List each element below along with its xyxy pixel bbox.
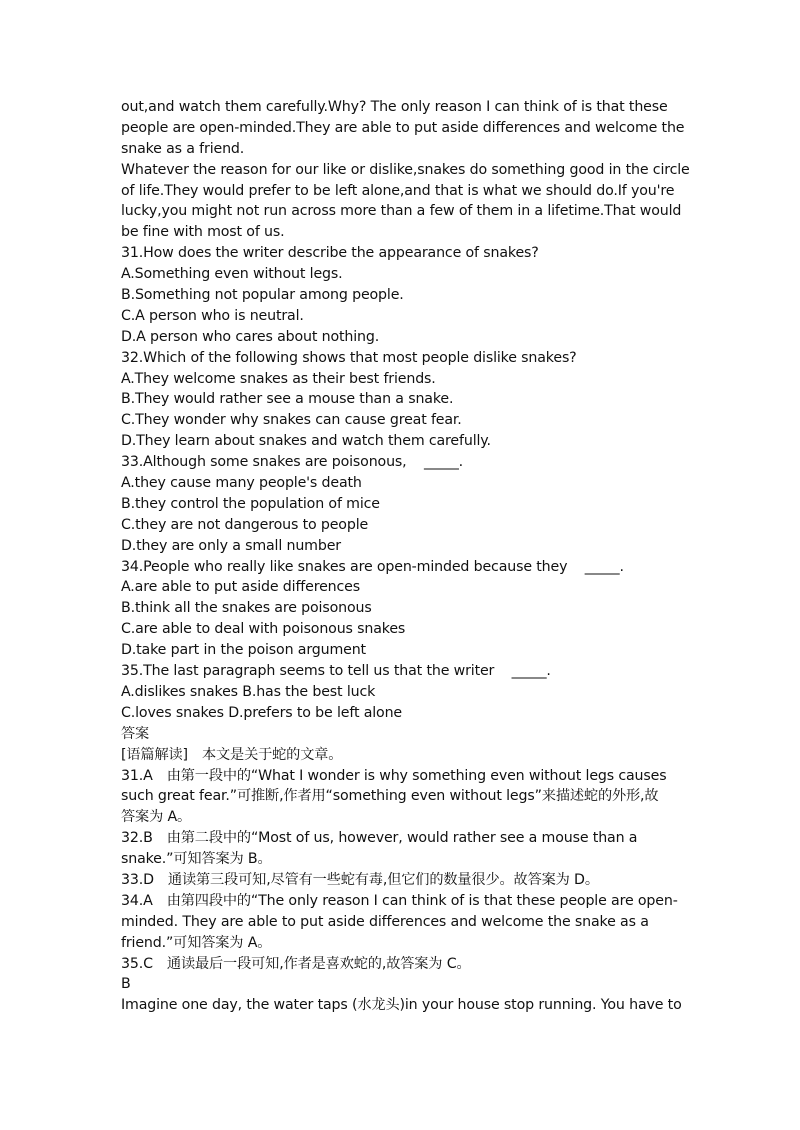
text-line: 32.B 由第二段中的“Most of us, however, would rather see a mouse than a [121, 830, 638, 847]
text-line: C.A person who is neutral. [121, 307, 304, 324]
text-line: 33.Although some snakes are poisonous, _____. [121, 454, 464, 471]
text-line: 答案为 A。 [121, 809, 192, 826]
text-line: A.dislikes snakes B.has the best luck [121, 683, 376, 700]
text-line: 34.People who really like snakes are open-minded because they _____. [121, 558, 624, 575]
text-line: B.think all the snakes are poisonous [121, 600, 372, 617]
text-line: C.loves snakes D.prefers to be left alone [121, 704, 403, 721]
text-line: snake.”可知答案为 B。 [121, 851, 272, 868]
text-line: D.take part in the poison argument [121, 642, 366, 659]
text-line: A.are able to put aside differences [121, 579, 360, 596]
text-line: B.They would rather see a mouse than a snake. [121, 391, 454, 408]
text-line: lucky,you might not run across more than a few of them in a lifetime.That would [121, 203, 682, 220]
text-line: minded. They are able to put aside differences and welcome the snake as a [121, 913, 649, 930]
text-line: 31.How does the writer describe the appearance of snakes? [121, 245, 539, 262]
text-line: D.they are only a small number [121, 537, 341, 554]
text-line: C.they are not dangerous to people [121, 516, 369, 533]
text-line: A.they cause many people's death [121, 475, 362, 492]
text-line: [语篇解读] 本文是关于蛇的文章。 [121, 746, 343, 763]
text-line: B.Something not popular among people. [121, 287, 404, 304]
text-line: D.A person who cares about nothing. [121, 328, 380, 345]
text-line: B.they control the population of mice [121, 495, 380, 512]
text-line: of life.They would prefer to be left alone,and that is what we should do.If you're [121, 182, 675, 199]
text-line: C.They wonder why snakes can cause great fear. [121, 412, 462, 429]
text-line: friend.”可知答案为 A。 [121, 934, 272, 951]
text-line: A.They welcome snakes as their best friends. [121, 370, 436, 387]
text-line: snake as a friend. [121, 140, 245, 157]
text-line: such great fear.”可推断,作者用“something even without legs”来描述蛇的外形,故 [121, 788, 659, 805]
text-line: A.Something even without legs. [121, 266, 343, 283]
text-line: 32.Which of the following shows that most people dislike snakes? [121, 349, 577, 366]
text-line: 34.A 由第四段中的“The only reason I can think of is that these people are open- [121, 892, 678, 909]
text-line: Imagine one day, the water taps (水龙头)in your house stop running. You have to [121, 997, 682, 1014]
text-line: D.They learn about snakes and watch them carefully. [121, 433, 491, 450]
document-page [121, 97, 690, 1016]
text-line: C.are able to deal with poisonous snakes [121, 621, 406, 638]
text-line: 31.A 由第一段中的“What I wonder is why something even without legs causes [121, 767, 667, 784]
text-line: Whatever the reason for our like or dislike,snakes do something good in the circle [121, 161, 690, 178]
text-line: 答案 [121, 725, 150, 742]
text-line: be fine with most of us. [121, 224, 285, 241]
text-line: people are open-minded.They are able to put aside differences and welcome the [121, 119, 685, 136]
text-line: 33.D 通读第三段可知,尽管有一些蛇有毒,但它们的数量很少。故答案为 D。 [121, 871, 599, 888]
text-line: out,and watch them carefully.Why? The only reason I can think of is that these [121, 99, 668, 115]
text-line: B [121, 976, 131, 993]
text-line: 35.The last paragraph seems to tell us that the writer _____. [121, 663, 551, 680]
text-line: 35.C 通读最后一段可知,作者是喜欢蛇的,故答案为 C。 [121, 955, 471, 972]
